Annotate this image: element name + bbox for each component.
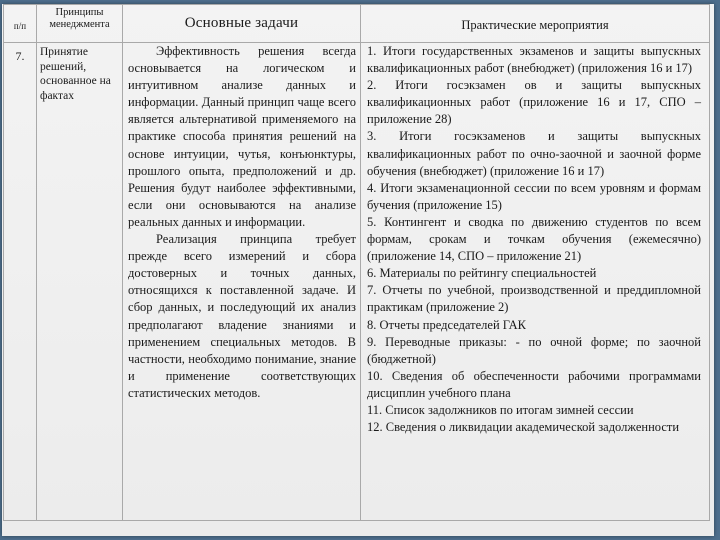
activity-item-5: 5. Контингент и сводка по движению студентов по всем формам, срокам и точкам обучения (ежемесячно) (приложение 14, СПО – приложение 21) bbox=[367, 214, 701, 264]
table-row bbox=[4, 43, 710, 521]
activity-item-12: 12. Сведения о ликвидации академической задолженности bbox=[367, 420, 680, 435]
management-principles-table bbox=[3, 4, 710, 521]
header-number: п/п bbox=[4, 5, 37, 43]
activity-item-11: 11. Список задолжников по итогам зимней сессии bbox=[367, 402, 634, 417]
task-paragraph-1: Эффективность решения всегда основывается на логическом и интуитивном анализе данных и информации. Данный принцип чаще всего является альтернативой применяемого на практике способа принятия решений на основе интуиции, чутья, конъюнктуры, прошлого опыта, предположений и др. Решения будут наиболее эффективными, если они основываются на анализе реальных данных и информации. bbox=[128, 44, 356, 229]
header-row bbox=[4, 5, 710, 43]
header-tasks: Основные задачи bbox=[123, 5, 361, 43]
document-page bbox=[2, 4, 714, 536]
activity-item-10: 10. Сведения об обеспеченности рабочими программами дисциплин учебного плана bbox=[367, 368, 701, 400]
activity-item-1: 1. Итоги государственных экзаменов и защиты выпускных квалификационных работ (внебюджет) (приложения 16 и 17) bbox=[367, 44, 701, 76]
row-activities bbox=[361, 43, 710, 521]
activity-item-2: 2. Итоги госэкзамен ов и защиты выпускных квалификационных работ (приложение 16 и 17, СПО – приложение 28) bbox=[367, 78, 701, 127]
row-number: 7. bbox=[4, 43, 37, 521]
header-activities: Практические мероприятия bbox=[361, 5, 710, 43]
row-tasks bbox=[123, 43, 361, 521]
activity-item-9: 9. Переводные приказы: - по очной форме; по заочной (бюджетной) bbox=[367, 334, 701, 366]
header-principles: Принципы менеджмента bbox=[37, 5, 123, 43]
activity-item-3: 3. Итоги госэкзаменов и защиты выпускных квалификационных работ по очно-заочной и заочной форме обучения (внебюджет) (приложение 16 и 17) bbox=[367, 129, 701, 178]
activity-item-6: 6. Материалы по рейтингу специальностей bbox=[367, 266, 597, 281]
task-paragraph-2: Реализация принципа требует прежде всего измерений и сбора достоверных и точных данных, относящихся к поставленной задаче. И сбор данных, и последующий их анализ предполагают владение знаниями и применением специальных методов. В частности, необходимо понимание, знание и применение соответствующих статистических методов. bbox=[128, 232, 356, 400]
activity-item-4: 4. Итоги экзаменационной сессии по всем уровням и формам бучения (приложение 15) bbox=[367, 180, 701, 212]
activity-item-8: 8. Отчеты председателей ГАК bbox=[367, 317, 527, 332]
activity-item-7: 7. Отчеты по учебной, производственной и преддипломной практикам (приложение 2) bbox=[367, 283, 701, 315]
row-principle: Принятие решений, основанное на фактах bbox=[37, 43, 123, 521]
